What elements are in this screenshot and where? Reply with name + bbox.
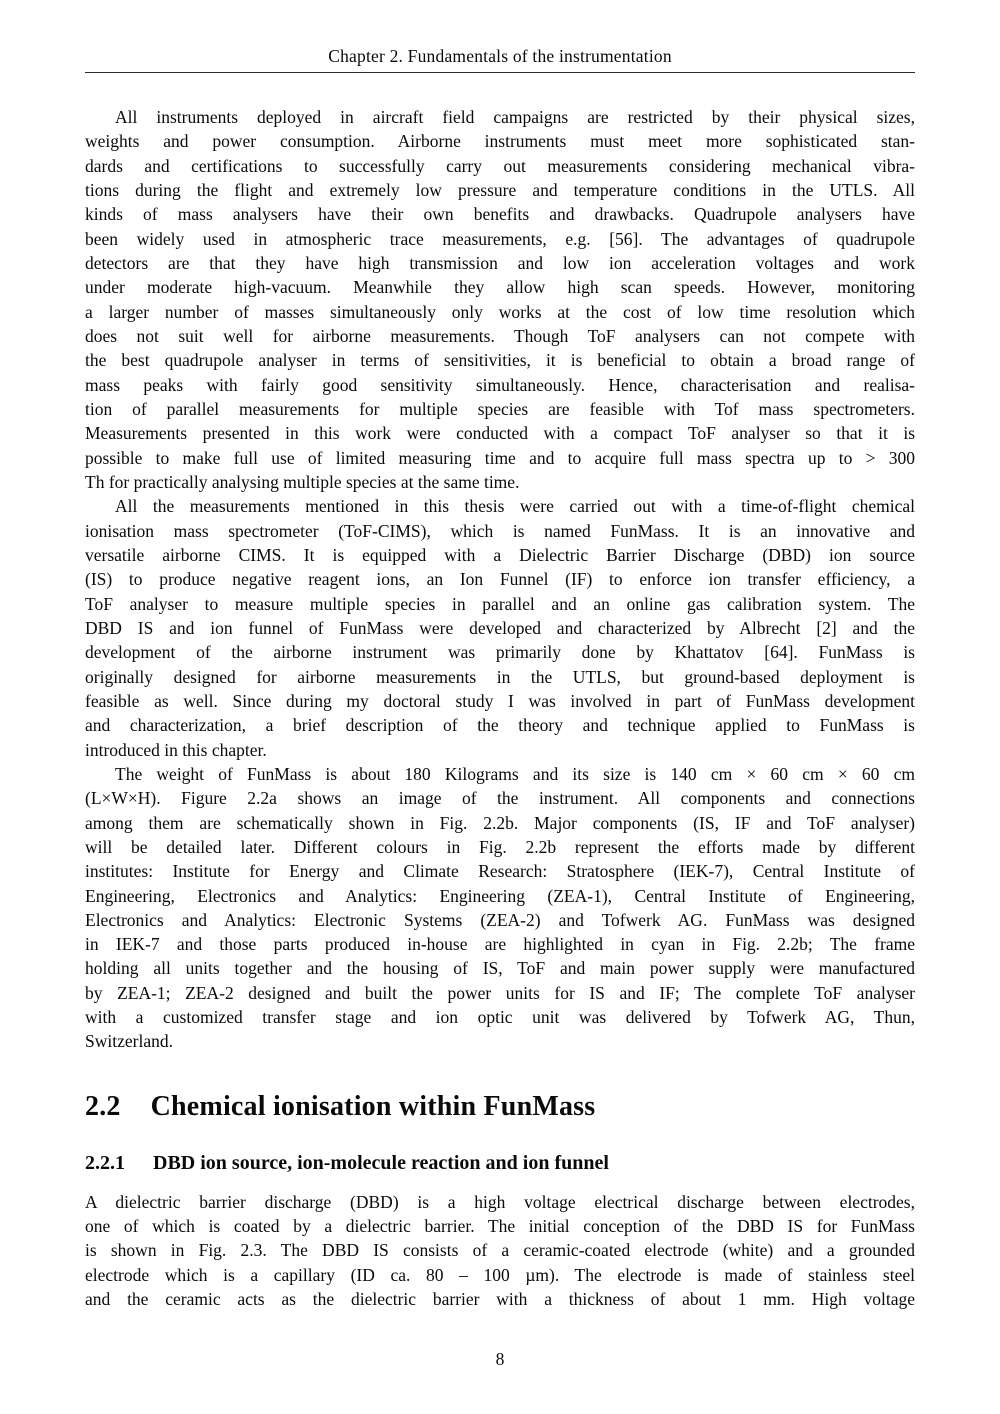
text-line: detectors are that they have high transmission and low ion acceleration voltages and work <box>85 252 915 273</box>
text-line: possible to make full use of limited measuring time and to acquire full mass spectra up to > 300 <box>85 447 915 468</box>
text-line: will be detailed later. Different colours in Fig. 2.2b represent the efforts made by different <box>85 836 915 857</box>
text-line: does not suit well for airborne measurements. Though ToF analysers can not compete with <box>85 325 915 346</box>
text-line: originally designed for airborne measurements in the UTLS, but ground-based deployment is <box>85 666 915 687</box>
text-line: a larger number of masses simultaneously only works at the cost of low time resolution which <box>85 301 915 322</box>
text-line: the best quadrupole analyser in terms of sensitivities, it is beneficial to obtain a broad range of <box>85 350 915 371</box>
text-line: kinds of mass analysers have their own benefits and drawbacks. Quadrupole analysers have <box>85 204 915 225</box>
text-line: versatile airborne CIMS. It is equipped with a Dielectric Barrier Discharge (DBD) ion source <box>85 544 915 565</box>
text-line: weights and power consumption. Airborne instruments must meet more sophisticated stan- <box>85 131 915 152</box>
text-line: All instruments deployed in aircraft field campaigns are restricted by their physical sizes, <box>115 107 915 127</box>
section-heading <box>85 1090 915 1124</box>
text-line: with a customized transfer stage and ion optic unit was delivered by Tofwerk AG, Thun, <box>85 1007 915 1028</box>
running-header-text: Chapter 2. Fundamentals of the instrumentation <box>328 46 672 66</box>
text-line: Measurements presented in this work were conducted with a compact ToF analyser so that it is <box>85 423 915 444</box>
text-line: introduced in this chapter. <box>85 739 267 760</box>
text-line: Th for practically analysing multiple species at the same time. <box>85 471 520 492</box>
running-header <box>85 46 915 67</box>
text-line: Electronics and Analytics: Electronic Systems (ZEA-2) and Tofwerk AG. FunMass was designed <box>85 909 915 930</box>
text-line: ionisation mass spectrometer (ToF-CIMS), which is named FunMass. It is an innovative and <box>85 520 915 541</box>
text-line: Switzerland. <box>85 1031 173 1052</box>
page-footer <box>0 1349 1000 1370</box>
text-line: dards and certifications to successfully carry out measurements considering mechanical vibra- <box>85 155 915 176</box>
text-line: feasible as well. Since during my doctoral study I was involved in part of FunMass development <box>85 690 915 711</box>
text-line: tions during the flight and extremely low pressure and temperature conditions in the UTLS. All <box>85 179 915 200</box>
text-line: (IS) to produce negative reagent ions, an Ion Funnel (IF) to enforce ion transfer efficiency, a <box>85 569 915 590</box>
paragraph <box>85 494 915 762</box>
text-line: institutes: Institute for Energy and Climate Research: Stratosphere (IEK-7), Central Institute of <box>85 861 915 882</box>
text-line: electrode which is a capillary (ID ca. 80 – 100 µm). The electrode is made of stainless steel <box>85 1264 915 1285</box>
text-line: by ZEA-1; ZEA-2 designed and built the power units for IS and IF; The complete ToF analyser <box>85 982 915 1003</box>
heading-title: DBD ion source, ion-molecule reaction and ion funnel <box>153 1151 609 1174</box>
text-line: holding all units together and the housing of IS, ToF and main power supply were manufactured <box>85 958 915 979</box>
text-line: and characterization, a brief description of the theory and technique applied to FunMass is <box>85 715 915 736</box>
text-line: The weight of FunMass is about 180 Kilograms and its size is 140 cm × 60 cm × 60 cm <box>115 763 915 784</box>
text-line: one of which is coated by a dielectric barrier. The initial conception of the DBD IS for FunMass <box>85 1216 915 1237</box>
text-line: mass peaks with fairly good sensitivity simultaneously. Hence, characterisation and realisa- <box>85 374 915 395</box>
text-line: ToF analyser to measure multiple species in parallel and an online gas calibration system. The <box>85 593 915 614</box>
text-line: DBD IS and ion funnel of FunMass were developed and characterized by Albrecht [2] and the <box>85 617 915 638</box>
text-line: Engineering, Electronics and Analytics: Engineering (ZEA-1), Central Institute of Engineering, <box>85 885 915 906</box>
page-number: 8 <box>495 1349 505 1369</box>
text-line: tion of parallel measurements for multiple species are feasible with Tof mass spectrometers. <box>85 398 915 419</box>
text-line: A dielectric barrier discharge (DBD) is a high voltage electrical discharge between electrodes, <box>85 1191 915 1212</box>
paragraph <box>85 762 915 1054</box>
text-line: All the measurements mentioned in this thesis were carried out with a time-of-flight chemical <box>115 496 915 517</box>
text-line: development of the airborne instrument was primarily done by Khattatov [64]. FunMass is <box>85 642 915 663</box>
heading-number: 2.2.1 <box>85 1151 125 1174</box>
header-rule <box>85 72 915 73</box>
subsection-heading <box>85 1150 915 1176</box>
text-line: and the ceramic acts as the dielectric barrier with a thickness of about 1 mm. High voltage <box>85 1289 915 1310</box>
paragraph <box>85 105 915 494</box>
heading-number: 2.2 <box>85 1090 121 1122</box>
text-line: (L×W×H). Figure 2.2a shows an image of the instrument. All components and connections <box>85 788 915 809</box>
heading-title: Chemical ionisation within FunMass <box>150 1090 596 1122</box>
text-line: in IEK-7 and those parts produced in-house are highlighted in cyan in Fig. 2.2b; The frame <box>85 934 915 955</box>
paragraph <box>85 1190 915 1312</box>
text-line: among them are schematically shown in Fig. 2.2b. Major components (IS, IF and ToF analyser) <box>85 812 915 833</box>
text-line: been widely used in atmospheric trace measurements, e.g. [56]. The advantages of quadrupole <box>85 228 915 249</box>
text-line: is shown in Fig. 2.3. The DBD IS consists of a ceramic-coated electrode (white) and a grounded <box>85 1240 915 1261</box>
document-content <box>85 105 915 1311</box>
text-line: under moderate high-vacuum. Meanwhile they allow high scan speeds. However, monitoring <box>85 277 915 298</box>
